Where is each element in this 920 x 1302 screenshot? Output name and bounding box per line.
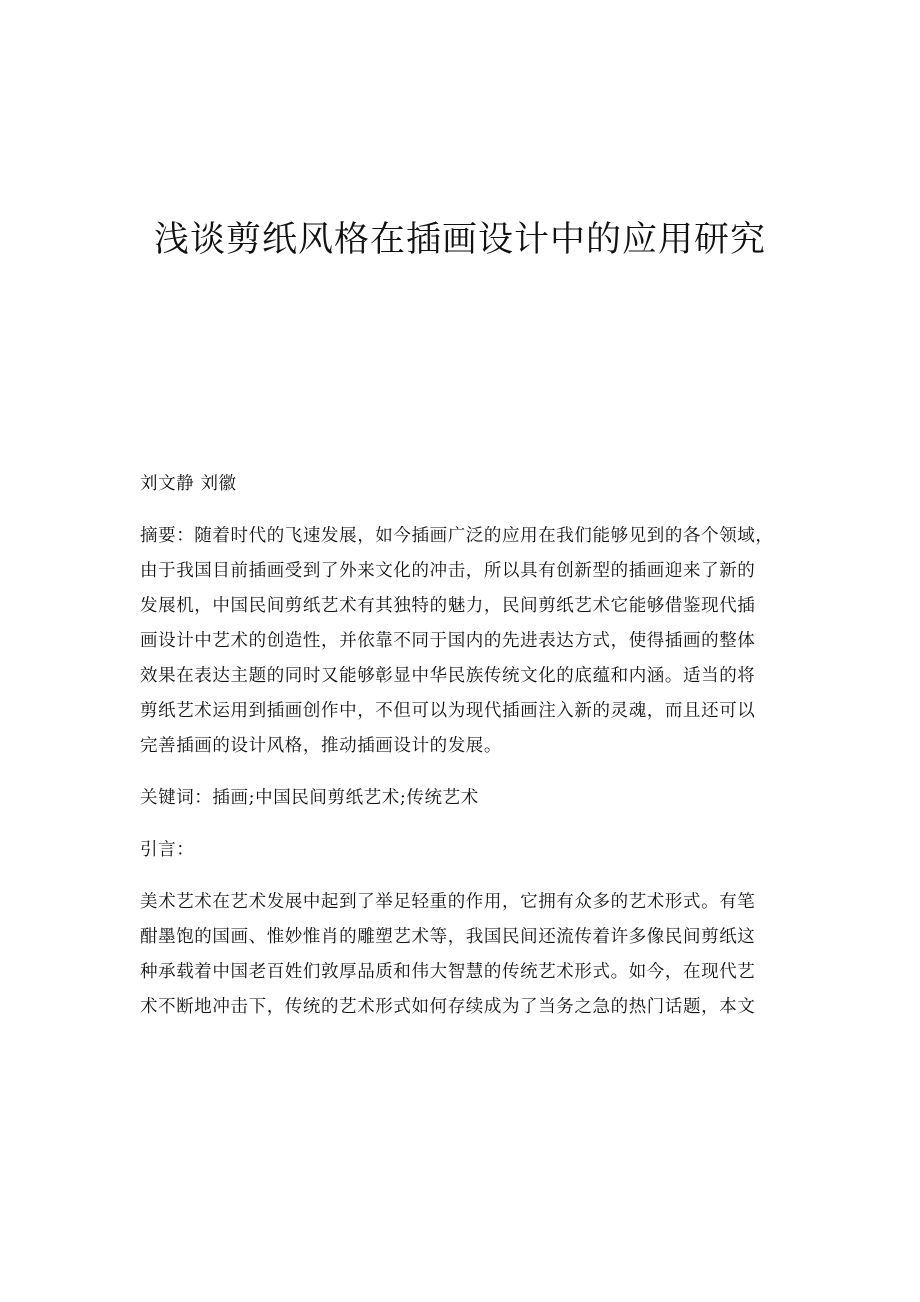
abstract-line: 摘要：随着时代的飞速发展，如今插画广泛的应用在我们能够见到的各个领域， bbox=[140, 526, 774, 546]
abstract-line: 由于我国目前插画受到了外来文化的冲击，所以具有创新型的插画迎来了新的 bbox=[140, 561, 756, 581]
intro-line: 术不断地冲击下，传统的艺术形式如何存续成为了当务之急的热门话题，本文 bbox=[140, 997, 756, 1017]
intro-line: 美术艺术在艺术发展中起到了举足轻重的作用，它拥有众多的艺术形式。有笔 bbox=[140, 892, 756, 912]
intro-paragraph bbox=[140, 885, 780, 1025]
abstract-line: 完善插画的设计风格，推动插画设计的发展。 bbox=[140, 736, 502, 756]
intro-heading: 引言： bbox=[140, 840, 195, 860]
intro-line: 酣墨饱的国画、惟妙惟肖的雕塑艺术等，我国民间还流传着许多像民间剪纸这 bbox=[140, 927, 756, 947]
abstract-line: 剪纸艺术运用到插画创作中，不但可以为现代插画注入新的灵魂，而且还可以 bbox=[140, 701, 756, 721]
abstract-line: 画设计中艺术的创造性，并依靠不同于国内的先进表达方式，使得插画的整体 bbox=[140, 631, 756, 651]
abstract bbox=[140, 519, 780, 764]
paper-title: 浅谈剪纸风格在插画设计中的应用研究 bbox=[153, 220, 766, 260]
keywords: 关键词：插画;中国民间剪纸艺术;传统艺术 bbox=[140, 788, 479, 808]
authors: 刘文静 刘徽 bbox=[140, 474, 237, 494]
abstract-line: 发展机，中国民间剪纸艺术有其独特的魅力，民间剪纸艺术它能够借鉴现代插 bbox=[140, 596, 756, 616]
intro-line: 种承载着中国老百姓们敦厚品质和伟大智慧的传统艺术形式。如今，在现代艺 bbox=[140, 962, 756, 982]
paper-body bbox=[140, 467, 780, 1042]
abstract-line: 效果在表达主题的同时又能够彰显中华民族传统文化的底蕴和内涵。适当的将 bbox=[140, 666, 756, 686]
